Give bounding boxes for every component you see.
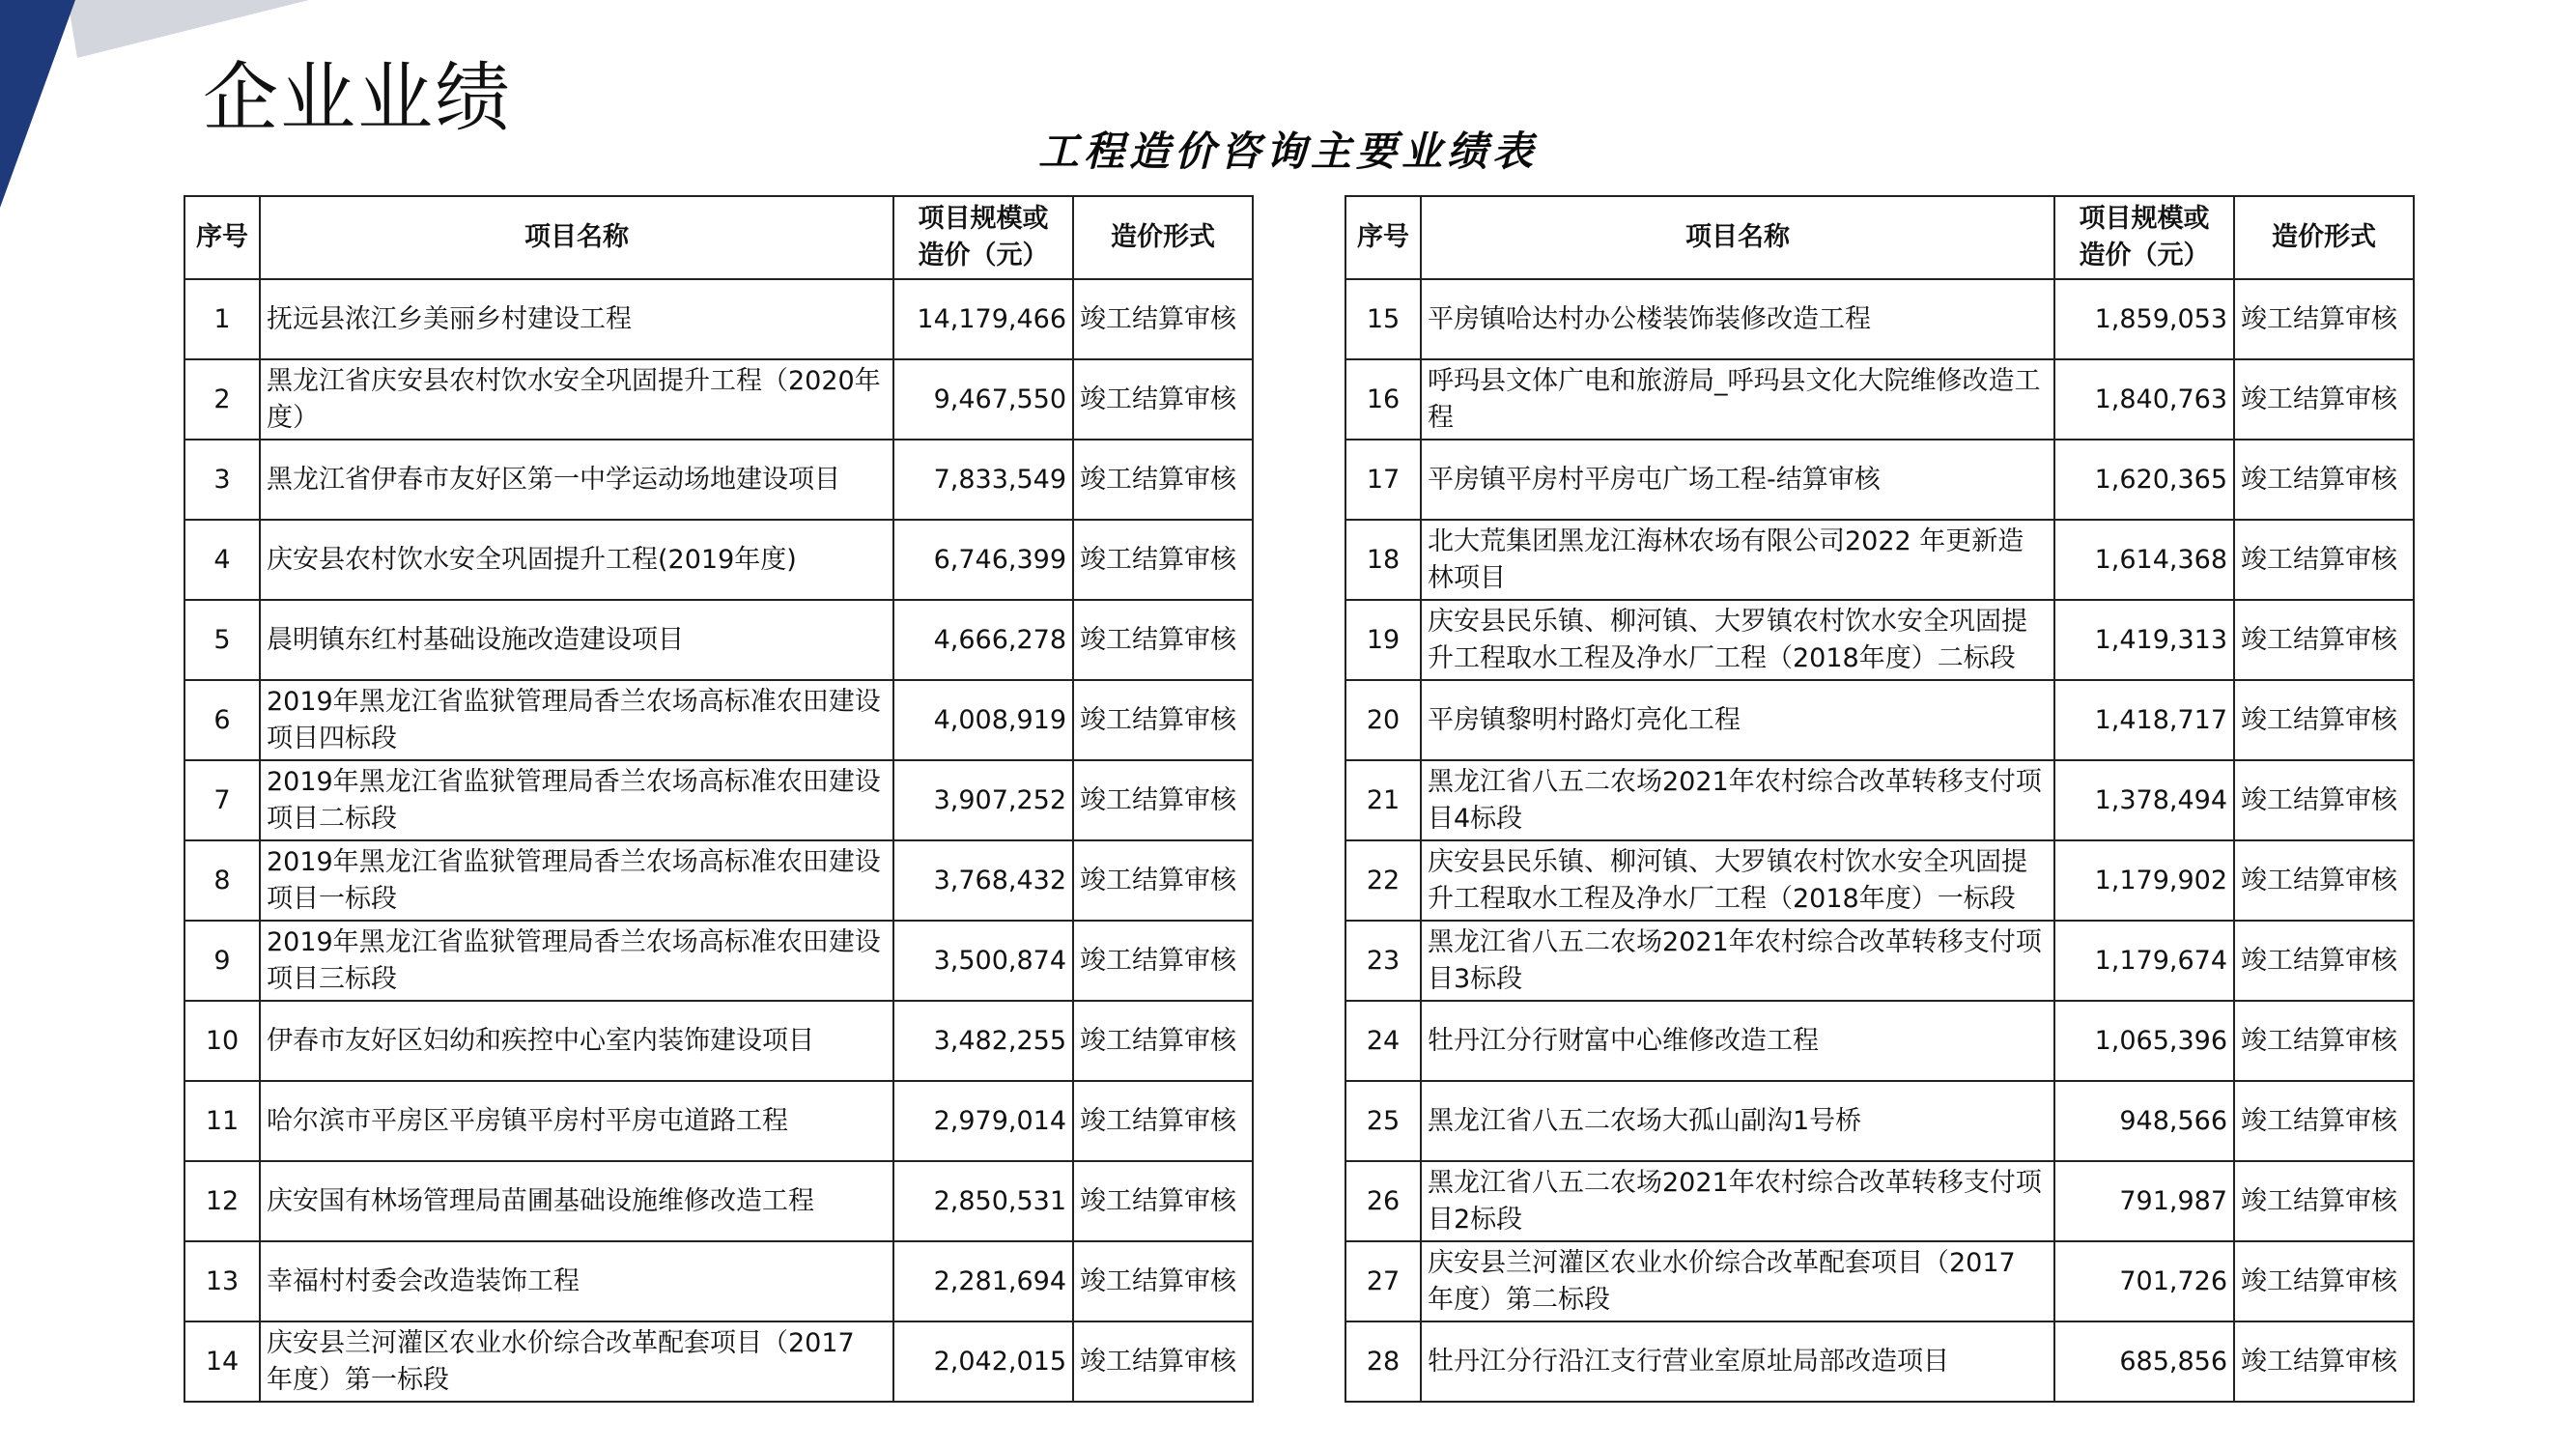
cell-no: 4: [184, 520, 260, 600]
cell-amount: 948,566: [2054, 1081, 2234, 1161]
header-name: 项目名称: [1421, 196, 2054, 279]
cell-amount: 4,666,278: [893, 600, 1073, 680]
cell-no: 26: [1345, 1161, 1421, 1241]
table-row: [184, 1241, 1253, 1321]
cell-no: 14: [184, 1321, 260, 1402]
cell-amount: 6,746,399: [893, 520, 1073, 600]
cell-amount: 2,281,694: [893, 1241, 1073, 1321]
cell-form: 竣工结算审核: [2234, 1161, 2414, 1241]
cell-form: 竣工结算审核: [1073, 1081, 1253, 1161]
cell-amount: 3,907,252: [893, 760, 1073, 840]
cell-no: 22: [1345, 840, 1421, 921]
cell-no: 9: [184, 921, 260, 1001]
cell-form: 竣工结算审核: [2234, 440, 2414, 520]
table-title: 工程造价咨询主要业绩表: [1037, 128, 1538, 175]
cell-amount: 1,620,365: [2054, 440, 2234, 520]
cell-amount: 14,179,466: [893, 279, 1073, 359]
table-row: [184, 359, 1253, 440]
cell-no: 8: [184, 840, 260, 921]
cell-no: 13: [184, 1241, 260, 1321]
cell-amount: 701,726: [2054, 1241, 2234, 1321]
table-row: [1345, 600, 2414, 680]
cell-amount: 1,840,763: [2054, 359, 2234, 440]
table-row: [1345, 1321, 2414, 1402]
cell-amount: 2,042,015: [893, 1321, 1073, 1402]
cell-no: 27: [1345, 1241, 1421, 1321]
header-scale-line1: 项目规模或: [918, 204, 1049, 234]
cell-amount: 791,987: [2054, 1161, 2234, 1241]
table-row: [184, 600, 1253, 680]
cell-no: 7: [184, 760, 260, 840]
table-row: [1345, 440, 2414, 520]
performance-table-right: [1345, 195, 2415, 1403]
cell-project-name: 黑龙江省八五二农场2021年农村综合改革转移支付项目4标段: [1421, 760, 2054, 840]
cell-form: 竣工结算审核: [2234, 680, 2414, 760]
cell-project-name: 牡丹江分行沿江支行营业室原址局部改造项目: [1421, 1321, 2054, 1402]
cell-project-name: 平房镇哈达村办公楼装饰装修改造工程: [1421, 279, 2054, 359]
table-row: [1345, 1161, 2414, 1241]
cell-no: 2: [184, 359, 260, 440]
cell-amount: 4,008,919: [893, 680, 1073, 760]
header-form: 造价形式: [2234, 196, 2414, 279]
table-header-row: [1345, 196, 2414, 279]
cell-no: 10: [184, 1001, 260, 1081]
cell-no: 15: [1345, 279, 1421, 359]
header-scale-line2: 造价（元）: [2079, 241, 2210, 270]
table-row: [1345, 760, 2414, 840]
cell-project-name: 黑龙江省八五二农场2021年农村综合改革转移支付项目2标段: [1421, 1161, 2054, 1241]
table-row: [1345, 921, 2414, 1001]
cell-form: 竣工结算审核: [1073, 1161, 1253, 1241]
table-row: [1345, 279, 2414, 359]
cell-no: 23: [1345, 921, 1421, 1001]
cell-form: 竣工结算审核: [1073, 600, 1253, 680]
cell-form: 竣工结算审核: [2234, 921, 2414, 1001]
table-row: [184, 1321, 1253, 1402]
cell-amount: 2,979,014: [893, 1081, 1073, 1161]
performance-table-left: [184, 195, 1254, 1403]
cell-project-name: 北大荒集团黑龙江海林农场有限公司2022 年更新造林项目: [1421, 520, 2054, 600]
table-row: [1345, 840, 2414, 921]
table-row: [184, 279, 1253, 359]
table-body-left: [184, 279, 1253, 1402]
cell-form: 竣工结算审核: [1073, 680, 1253, 760]
cell-amount: 1,419,313: [2054, 600, 2234, 680]
table-row: [184, 1161, 1253, 1241]
cell-project-name: 哈尔滨市平房区平房镇平房村平房屯道路工程: [260, 1081, 893, 1161]
cell-project-name: 幸福村村委会改造装饰工程: [260, 1241, 893, 1321]
table-row: [184, 840, 1253, 921]
cell-amount: 685,856: [2054, 1321, 2234, 1402]
cell-form: 竣工结算审核: [2234, 279, 2414, 359]
cell-no: 16: [1345, 359, 1421, 440]
cell-form: 竣工结算审核: [1073, 440, 1253, 520]
cell-no: 6: [184, 680, 260, 760]
cell-project-name: 平房镇平房村平房屯广场工程-结算审核: [1421, 440, 2054, 520]
cell-project-name: 2019年黑龙江省监狱管理局香兰农场高标准农田建设项目一标段: [260, 840, 893, 921]
cell-no: 12: [184, 1161, 260, 1241]
table-body-right: [1345, 279, 2414, 1402]
cell-amount: 1,614,368: [2054, 520, 2234, 600]
cell-amount: 7,833,549: [893, 440, 1073, 520]
cell-amount: 1,179,674: [2054, 921, 2234, 1001]
table-row: [184, 760, 1253, 840]
table-row: [184, 440, 1253, 520]
cell-form: 竣工结算审核: [1073, 359, 1253, 440]
cell-form: 竣工结算审核: [1073, 1001, 1253, 1081]
cell-no: 25: [1345, 1081, 1421, 1161]
cell-form: 竣工结算审核: [1073, 760, 1253, 840]
table-row: [1345, 680, 2414, 760]
cell-project-name: 庆安县农村饮水安全巩固提升工程(2019年度): [260, 520, 893, 600]
corner-stripe-light: [68, 0, 309, 58]
table-row: [1345, 1241, 2414, 1321]
cell-project-name: 庆安县民乐镇、柳河镇、大罗镇农村饮水安全巩固提升工程取水工程及净水厂工程（2018年度）二标段: [1421, 600, 2054, 680]
cell-form: 竣工结算审核: [2234, 1001, 2414, 1081]
table-row: [184, 1001, 1253, 1081]
table-row: [184, 680, 1253, 760]
cell-amount: 1,859,053: [2054, 279, 2234, 359]
cell-form: 竣工结算审核: [2234, 840, 2414, 921]
cell-no: 24: [1345, 1001, 1421, 1081]
header-name: 项目名称: [260, 196, 893, 279]
cell-project-name: 庆安国有林场管理局苗圃基础设施维修改造工程: [260, 1161, 893, 1241]
header-scale: [2054, 196, 2234, 279]
cell-no: 3: [184, 440, 260, 520]
cell-form: 竣工结算审核: [2234, 1081, 2414, 1161]
cell-amount: 1,179,902: [2054, 840, 2234, 921]
cell-form: 竣工结算审核: [1073, 1321, 1253, 1402]
header-no: 序号: [1345, 196, 1421, 279]
table-row: [184, 921, 1253, 1001]
table-row: [184, 520, 1253, 600]
cell-amount: 3,500,874: [893, 921, 1073, 1001]
cell-project-name: 2019年黑龙江省监狱管理局香兰农场高标准农田建设项目二标段: [260, 760, 893, 840]
cell-project-name: 黑龙江省八五二农场大孤山副沟1号桥: [1421, 1081, 2054, 1161]
cell-project-name: 平房镇黎明村路灯亮化工程: [1421, 680, 2054, 760]
cell-project-name: 庆安县兰河灌区农业水价综合改革配套项目（2017 年度）第一标段: [260, 1321, 893, 1402]
cell-project-name: 牡丹江分行财富中心维修改造工程: [1421, 1001, 2054, 1081]
cell-project-name: 黑龙江省庆安县农村饮水安全巩固提升工程（2020年度）: [260, 359, 893, 440]
cell-form: 竣工结算审核: [1073, 840, 1253, 921]
cell-no: 19: [1345, 600, 1421, 680]
table-header-row: [184, 196, 1253, 279]
cell-no: 20: [1345, 680, 1421, 760]
cell-no: 5: [184, 600, 260, 680]
header-scale: [893, 196, 1073, 279]
cell-form: 竣工结算审核: [1073, 1241, 1253, 1321]
cell-no: 21: [1345, 760, 1421, 840]
cell-amount: 1,378,494: [2054, 760, 2234, 840]
cell-form: 竣工结算审核: [1073, 921, 1253, 1001]
page-title: 企业业绩: [203, 55, 513, 142]
cell-project-name: 黑龙江省八五二农场2021年农村综合改革转移支付项目3标段: [1421, 921, 2054, 1001]
cell-amount: 1,065,396: [2054, 1001, 2234, 1081]
cell-project-name: 2019年黑龙江省监狱管理局香兰农场高标准农田建设项目四标段: [260, 680, 893, 760]
cell-project-name: 黑龙江省伊春市友好区第一中学运动场地建设项目: [260, 440, 893, 520]
cell-form: 竣工结算审核: [2234, 1321, 2414, 1402]
cell-project-name: 庆安县兰河灌区农业水价综合改革配套项目（2017 年度）第二标段: [1421, 1241, 2054, 1321]
cell-amount: 2,850,531: [893, 1161, 1073, 1241]
cell-no: 1: [184, 279, 260, 359]
cell-form: 竣工结算审核: [2234, 520, 2414, 600]
cell-no: 17: [1345, 440, 1421, 520]
header-scale-line1: 项目规模或: [2079, 204, 2210, 234]
cell-form: 竣工结算审核: [1073, 279, 1253, 359]
cell-form: 竣工结算审核: [2234, 600, 2414, 680]
cell-no: 11: [184, 1081, 260, 1161]
table-row: [1345, 1081, 2414, 1161]
table-row: [1345, 359, 2414, 440]
cell-form: 竣工结算审核: [2234, 359, 2414, 440]
header-no: 序号: [184, 196, 260, 279]
cell-amount: 1,418,717: [2054, 680, 2234, 760]
cell-project-name: 晨明镇东红村基础设施改造建设项目: [260, 600, 893, 680]
cell-form: 竣工结算审核: [2234, 1241, 2414, 1321]
cell-no: 18: [1345, 520, 1421, 600]
cell-form: 竣工结算审核: [2234, 760, 2414, 840]
cell-amount: 9,467,550: [893, 359, 1073, 440]
cell-amount: 3,768,432: [893, 840, 1073, 921]
cell-amount: 3,482,255: [893, 1001, 1073, 1081]
cell-form: 竣工结算审核: [1073, 520, 1253, 600]
cell-project-name: 2019年黑龙江省监狱管理局香兰农场高标准农田建设项目三标段: [260, 921, 893, 1001]
table-row: [184, 1081, 1253, 1161]
cell-no: 28: [1345, 1321, 1421, 1402]
cell-project-name: 伊春市友好区妇幼和疾控中心室内装饰建设项目: [260, 1001, 893, 1081]
header-scale-line2: 造价（元）: [918, 241, 1049, 270]
cell-project-name: 庆安县民乐镇、柳河镇、大罗镇农村饮水安全巩固提升工程取水工程及净水厂工程（2018年度）一标段: [1421, 840, 2054, 921]
table-row: [1345, 520, 2414, 600]
cell-project-name: 抚远县浓江乡美丽乡村建设工程: [260, 279, 893, 359]
table-row: [1345, 1001, 2414, 1081]
header-form: 造价形式: [1073, 196, 1253, 279]
cell-project-name: 呼玛县文体广电和旅游局_呼玛县文化大院维修改造工程: [1421, 359, 2054, 440]
